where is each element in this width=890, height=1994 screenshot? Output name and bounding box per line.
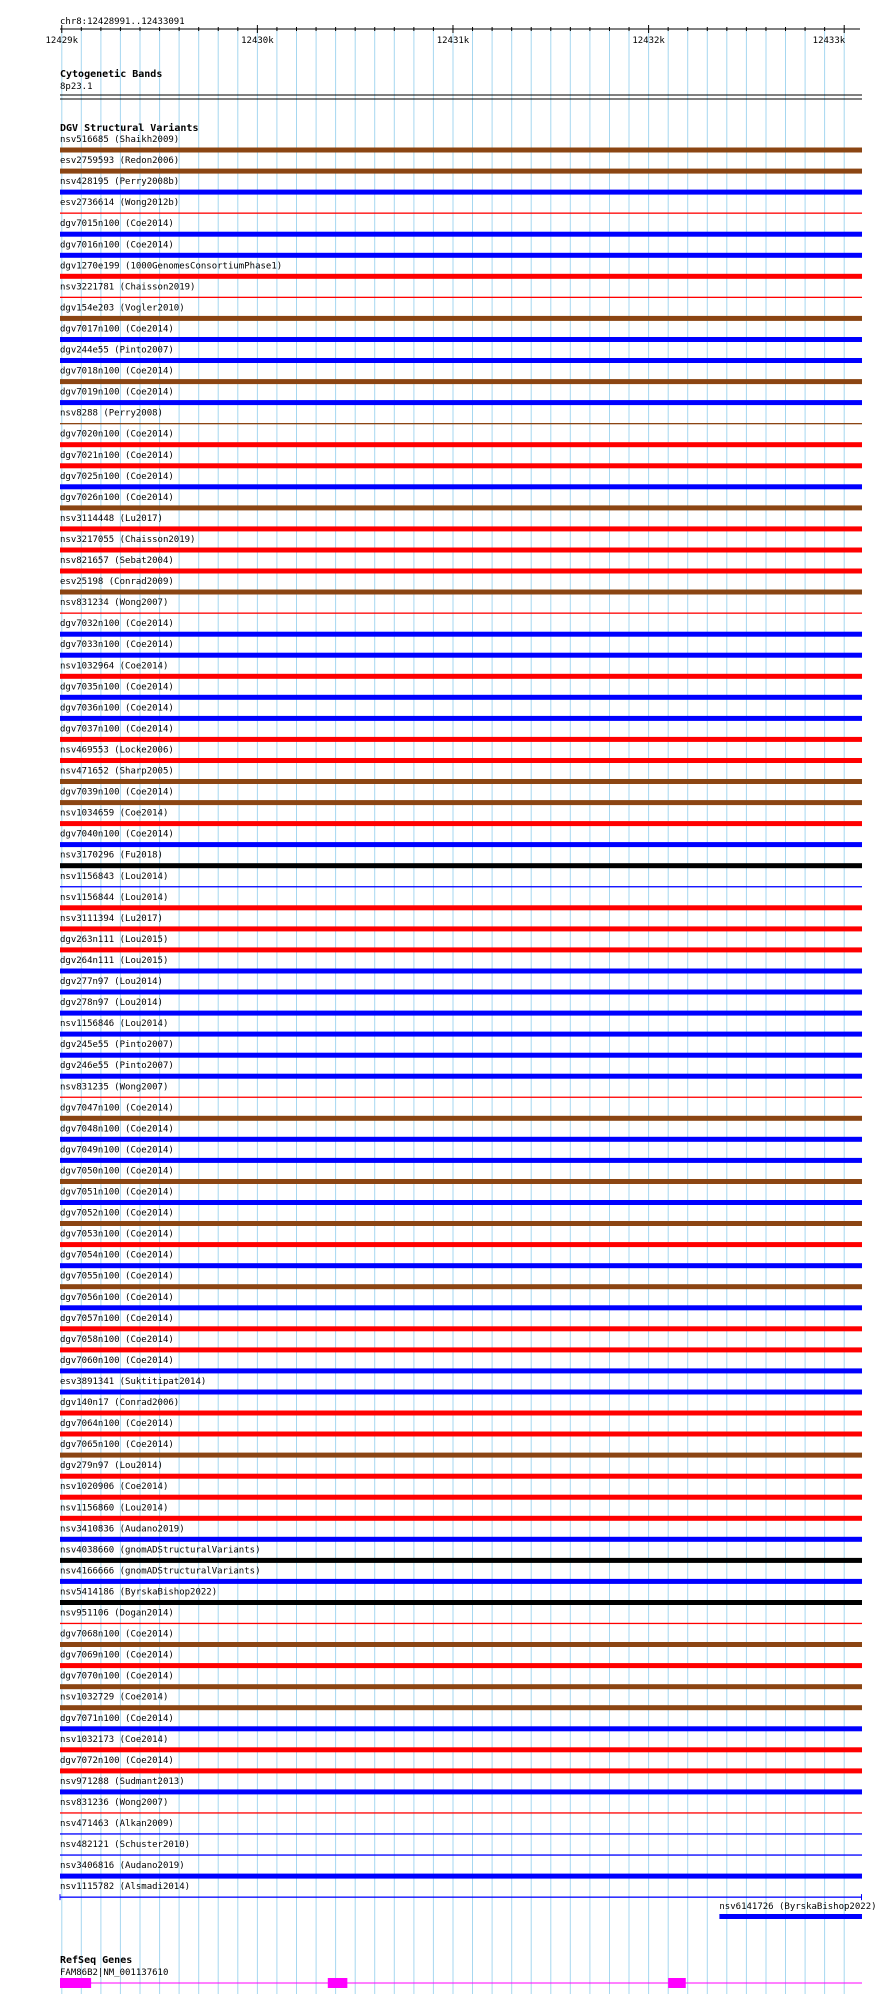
dgv-variant-row[interactable]	[60, 282, 862, 298]
dgv-variant-label: dgv7051n100 (Coe2014)	[60, 1187, 174, 1198]
dgv-variant-bar[interactable]	[60, 1242, 862, 1247]
dgv-variant-row[interactable]	[60, 303, 862, 321]
dgv-variant-bar[interactable]	[60, 484, 862, 489]
dgv-variant-label: nsv1156843 (Lou2014)	[60, 871, 169, 882]
dgv-variant-label: dgv7068n100 (Coe2014)	[60, 1629, 174, 1640]
dgv-variant-row[interactable]	[60, 1166, 862, 1184]
ruler-tick-label: 12432k	[632, 36, 665, 46]
dgv-variant-label: dgv277n97 (Lou2014)	[60, 977, 163, 987]
dgv-variant-bar[interactable]	[60, 1411, 862, 1416]
dgv-variant-bar[interactable]	[60, 737, 862, 742]
dgv-variant-label: dgv7016n100 (Coe2014)	[60, 240, 174, 251]
dgv-variant-label: esv2759593 (Redon2006)	[60, 156, 180, 167]
dgv-variant-row[interactable]	[60, 1714, 862, 1732]
dgv-variant-label: dgv7069n100 (Coe2014)	[60, 1650, 174, 1661]
dgv-variant-row[interactable]	[60, 1293, 862, 1311]
dgv-variant-row[interactable]	[60, 1230, 862, 1248]
dgv-variant-row[interactable]	[60, 1398, 862, 1416]
dgv-variant-bar[interactable]	[60, 1747, 862, 1752]
dgv-variant-row[interactable]	[60, 661, 862, 679]
dgv-variant-row[interactable]	[60, 1440, 862, 1458]
dgv-variant-bar[interactable]	[60, 148, 862, 153]
dgv-variant-row[interactable]	[60, 893, 862, 911]
dgv-variant-label: dgv7033n100 (Coe2014)	[60, 640, 174, 651]
dgv-variant-label: dgv7040n100 (Coe2014)	[60, 829, 174, 840]
dgv-variant-row[interactable]	[60, 998, 862, 1016]
dgv-variant-label: nsv8288 (Perry2008)	[60, 408, 163, 419]
dgv-variant-bar[interactable]	[60, 1874, 862, 1879]
dgv-variant-bar[interactable]	[60, 190, 862, 195]
dgv-variant-label: dgv7064n100 (Coe2014)	[60, 1419, 174, 1430]
dgv-variant-row[interactable]	[60, 1040, 862, 1058]
dgv-variant-label: dgv7032n100 (Coe2014)	[60, 619, 174, 630]
dgv-variant-bar[interactable]	[60, 695, 862, 700]
dgv-variant-label: dgv7035n100 (Coe2014)	[60, 682, 174, 693]
dgv-variant-label: nsv3170296 (Fu2018)	[60, 850, 163, 861]
dgv-variant-bar[interactable]	[60, 358, 862, 363]
dgv-variant-label: dgv154e203 (Vogler2010)	[60, 303, 185, 314]
dgv-variant-bar[interactable]	[60, 1495, 862, 1500]
ruler-tick-label: 12431k	[436, 36, 470, 46]
dgv-variant-bar[interactable]	[60, 213, 862, 214]
dgv-variant-bar[interactable]	[60, 1516, 862, 1521]
dgv-variant-label: dgv7053n100 (Coe2014)	[60, 1229, 174, 1240]
dgv-variant-label: nsv6141726 (ByrskaBishop2022)	[719, 1902, 877, 1912]
dgv-variant-bar[interactable]	[60, 169, 862, 174]
dgv-variant-row[interactable]	[60, 156, 862, 174]
dgv-variant-row[interactable]	[60, 640, 862, 658]
dgv-variant-bar[interactable]	[60, 274, 862, 279]
dgv-variant-row[interactable]	[60, 830, 862, 847]
dgv-variant-label: dgv7039n100 (Coe2014)	[60, 787, 174, 798]
dgv-variant-bar[interactable]	[60, 886, 862, 887]
dgv-variant-row[interactable]	[60, 1082, 862, 1098]
cyto-track-title: Cytogenetic Bands	[60, 69, 163, 80]
dgv-variant-label: nsv5414186 (ByrskaBishop2022)	[60, 1587, 218, 1598]
dgv-variant-bar[interactable]	[60, 1263, 862, 1268]
dgv-variant-bar[interactable]	[60, 1368, 862, 1373]
dgv-variant-label: dgv7050n100 (Coe2014)	[60, 1166, 174, 1177]
dgv-variant-row[interactable]	[60, 1777, 862, 1795]
dgv-variant-bar[interactable]	[60, 1897, 862, 1898]
dgv-variant-row[interactable]	[60, 1756, 862, 1774]
dgv-variant-label: dgv7048n100 (Coe2014)	[60, 1124, 174, 1135]
dgv-variant-row[interactable]	[60, 1651, 862, 1669]
dgv-variant-bar[interactable]	[60, 1642, 862, 1647]
dgv-variant-row[interactable]	[60, 240, 862, 258]
dgv-variant-list	[60, 135, 862, 1900]
dgv-variant-row[interactable]	[60, 1419, 862, 1436]
dgv-variant-bar[interactable]	[60, 548, 862, 553]
dgv-variant-label: dgv7019n100 (Coe2014)	[60, 387, 174, 398]
dgv-variant-bar[interactable]	[60, 253, 862, 258]
dgv-variant-bar[interactable]	[60, 842, 862, 847]
dgv-variant-row[interactable]	[60, 472, 862, 490]
dgv-variant-label: nsv1020906 (Coe2014)	[60, 1482, 169, 1493]
dgv-variant-label: nsv951106 (Dogan2014)	[60, 1608, 174, 1619]
dgv-variant-bar[interactable]	[60, 1623, 862, 1624]
dgv-variant-bar[interactable]	[60, 969, 862, 974]
ruler-tick-label: 12430k	[241, 36, 274, 46]
dgv-variant-bar[interactable]	[60, 1726, 862, 1731]
dgv-variant-row[interactable]	[60, 1145, 862, 1163]
dgv-variant-row[interactable]	[60, 135, 862, 153]
dgv-variant-row[interactable]	[60, 1609, 862, 1625]
dgv-variant-row[interactable]	[60, 1798, 862, 1814]
dgv-variant-bar[interactable]	[60, 1284, 862, 1289]
dgv-variant-row[interactable]	[60, 788, 862, 806]
dgv-variant-label: dgv7020n100 (Coe2014)	[60, 429, 174, 440]
dgv-variant-label: dgv140n17 (Conrad2006)	[60, 1398, 180, 1408]
dgv-variant-label: dgv7056n100 (Coe2014)	[60, 1292, 174, 1303]
dgv-variant-label: nsv831235 (Wong2007)	[60, 1082, 169, 1093]
dgv-variant-row[interactable]	[60, 767, 862, 785]
dgv-variant-row[interactable]	[60, 430, 862, 448]
dgv-variant-bar[interactable]	[60, 926, 862, 931]
dgv-variant-label: dgv245e55 (Pinto2007)	[60, 1040, 174, 1051]
dgv-variant-bar[interactable]	[60, 232, 862, 237]
dgv-variant-label: nsv482121 (Schuster2010)	[60, 1840, 191, 1851]
dgv-variant-label: nsv831234 (Wong2007)	[60, 598, 169, 609]
dgv-variant-label: nsv3410836 (Audano2019)	[60, 1524, 185, 1535]
dgv-variant-row[interactable]	[60, 198, 862, 214]
dgv-variant-label: dgv7071n100 (Coe2014)	[60, 1713, 174, 1724]
dgv-variant-row[interactable]	[60, 1861, 862, 1879]
dgv-variant-bar[interactable]	[60, 1453, 862, 1458]
dgv-variant-bar[interactable]	[60, 1558, 862, 1563]
dgv-variant-bar[interactable]	[60, 1812, 862, 1813]
dgv-variant-row[interactable]	[60, 745, 862, 763]
dgv-variant-label: nsv1156846 (Lou2014)	[60, 1019, 169, 1030]
dgv-variant-row[interactable]	[60, 1272, 862, 1290]
dgv-variant-row[interactable]	[60, 1356, 862, 1374]
dgv-variant-bar[interactable]	[60, 990, 862, 995]
dgv-variant-bar[interactable]	[60, 947, 862, 952]
dgv-variant-label: nsv971288 (Sudmant2013)	[60, 1776, 185, 1787]
dgv-variant-bar[interactable]	[60, 1326, 862, 1331]
dgv-variant-bar[interactable]	[60, 1179, 862, 1184]
dgv-variant-bar[interactable]	[60, 1137, 862, 1142]
dgv-variant-row[interactable]	[60, 1735, 862, 1753]
dgv-variant-row[interactable]	[60, 809, 862, 827]
dgv-variant-row[interactable]	[60, 682, 862, 700]
dgv-variant-bar[interactable]	[60, 800, 862, 805]
dgv-variant-row[interactable]	[60, 346, 862, 364]
dgv-variant-bar[interactable]	[60, 442, 862, 447]
dgv-variant-label: esv3891341 (Suktitipat2014)	[60, 1376, 207, 1387]
dgv-variant-bar[interactable]	[60, 905, 862, 910]
dgv-variant-row[interactable]	[60, 1840, 862, 1856]
dgv-variant-label: dgv7065n100 (Coe2014)	[60, 1440, 174, 1451]
dgv-variant-label: dgv1270e199 (1000GenomesConsortiumPhase1)	[60, 261, 283, 272]
dgv-variant-bar[interactable]	[60, 1053, 862, 1058]
refseq-gene-label: FAM86B2|NM_001137610	[60, 1968, 169, 1978]
dgv-variant-label: nsv4038660 (gnomADStructuralVariants)	[60, 1545, 261, 1556]
dgv-variant-row[interactable]	[60, 1461, 862, 1479]
dgv-variant-row[interactable]	[60, 1209, 862, 1226]
dgv-variant-label: nsv4166666 (gnomADStructuralVariants)	[60, 1566, 261, 1577]
dgv-variant-bar[interactable]	[60, 1663, 862, 1668]
dgv-track-title: DGV Structural Variants	[60, 123, 199, 134]
dgv-variant-label: nsv471652 (Sharp2005)	[60, 766, 174, 777]
dgv-variant-bar[interactable]	[60, 1684, 862, 1689]
dgv-variant-row[interactable]	[60, 1061, 862, 1079]
dgv-variant-label: nsv1032964 (Coe2014)	[60, 661, 169, 672]
dgv-variant-row[interactable]	[60, 703, 862, 721]
dgv-variant-row[interactable]	[60, 451, 862, 469]
dgv-variant-row[interactable]	[60, 514, 862, 532]
dgv-variant-bar[interactable]	[60, 1600, 862, 1605]
dgv-variant-row[interactable]	[60, 1630, 862, 1647]
dgv-variant-bar[interactable]	[60, 1032, 862, 1037]
dgv-variant-bar[interactable]	[60, 632, 862, 637]
dgv-variant-label: nsv831236 (Wong2007)	[60, 1797, 169, 1808]
dgv-variant-label: esv25198 (Conrad2009)	[60, 577, 174, 588]
dgv-variant-row[interactable]	[60, 367, 862, 385]
dgv-variant-row[interactable]	[60, 1672, 862, 1690]
dgv-variant-bar[interactable]	[60, 423, 862, 424]
dgv-variant-bar[interactable]	[60, 758, 862, 763]
dgv-variant-label: dgv7036n100 (Coe2014)	[60, 703, 174, 714]
dgv-variant-label: dgv264n111 (Lou2015)	[60, 955, 169, 966]
dgv-variant-bar[interactable]	[60, 1221, 862, 1226]
dgv-variant-row[interactable]	[60, 1587, 862, 1605]
dgv-variant-label: dgv246e55 (Pinto2007)	[60, 1061, 174, 1072]
dgv-variant-row[interactable]	[60, 261, 862, 279]
dgv-variant-row[interactable]	[60, 556, 862, 574]
ruler-tick-label: 12429k	[45, 36, 79, 46]
dgv-variant-bar[interactable]	[60, 337, 862, 342]
dgv-variant-row[interactable]	[60, 1566, 862, 1584]
dgv-variant-label: dgv7054n100 (Coe2014)	[60, 1250, 174, 1261]
dgv-variant-row[interactable]	[60, 324, 862, 342]
dgv-variant-label: dgv7070n100 (Coe2014)	[60, 1671, 174, 1682]
dgv-variant-label: dgv7057n100 (Coe2014)	[60, 1313, 174, 1324]
dgv-variant-label: nsv1156860 (Lou2014)	[60, 1503, 169, 1514]
dgv-variant-bar[interactable]	[60, 1474, 862, 1479]
ruler	[46, 25, 846, 46]
dgv-variant-label: dgv244e55 (Pinto2007)	[60, 345, 174, 356]
dgv-variant-row[interactable]	[60, 724, 862, 742]
dgv-variant-row[interactable]	[60, 1188, 862, 1206]
dgv-variant-label: dgv7058n100 (Coe2014)	[60, 1334, 174, 1345]
dgv-variant-row[interactable]	[60, 872, 862, 888]
dgv-variant-label: nsv471463 (Alkan2009)	[60, 1819, 174, 1829]
dgv-variant-bar[interactable]	[60, 1854, 862, 1855]
dgv-variant-bar[interactable]	[60, 297, 862, 298]
refseq-gene-model	[60, 1978, 862, 1988]
dgv-variant-row[interactable]	[60, 1314, 862, 1332]
dgv-variant-row[interactable]	[60, 1124, 862, 1141]
dgv-variant-row[interactable]	[60, 219, 862, 237]
dgv-variant-bar[interactable]	[719, 1914, 862, 1919]
gene-exon[interactable]	[328, 1978, 348, 1988]
dgv-variant-label: nsv3221781 (Chaisson2019)	[60, 282, 196, 293]
dgv-variant-bar[interactable]	[60, 779, 862, 784]
dgv-variant-bar[interactable]	[60, 316, 862, 321]
dgv-variant-bar[interactable]	[60, 1116, 862, 1121]
dgv-variant-row[interactable]	[60, 1482, 862, 1500]
dgv-variant-label: nsv821657 (Sebat2004)	[60, 556, 174, 566]
dgv-variant-row[interactable]	[60, 914, 862, 932]
dgv-variant-row[interactable]	[60, 535, 862, 553]
dgv-variant-label: nsv3217055 (Chaisson2019)	[60, 534, 196, 545]
dgv-variant-label: dgv7015n100 (Coe2014)	[60, 219, 174, 230]
dgv-variant-bar[interactable]	[60, 1200, 862, 1205]
dgv-variant-label: nsv1034659 (Coe2014)	[60, 808, 169, 819]
dgv-variant-bar[interactable]	[60, 569, 862, 574]
dgv-variant-bar[interactable]	[60, 526, 862, 531]
dgv-variant-bar[interactable]	[60, 821, 862, 826]
dgv-variant-row[interactable]	[60, 1251, 862, 1269]
dgv-variant-label: nsv1032173 (Coe2014)	[60, 1734, 169, 1745]
dgv-variant-bar[interactable]	[60, 653, 862, 658]
dgv-variant-row[interactable]	[60, 619, 862, 637]
dgv-variant-label: nsv1032729 (Coe2014)	[60, 1692, 169, 1703]
dgv-variant-label: nsv1156844 (Lou2014)	[60, 892, 169, 903]
dgv-variant-label: dgv7021n100 (Coe2014)	[60, 450, 174, 461]
ruler-tick-label: 12433k	[812, 36, 846, 46]
dgv-variant-label: dgv7060n100 (Coe2014)	[60, 1355, 174, 1366]
dgv-variant-row[interactable]	[60, 409, 862, 425]
dgv-variant-row[interactable]	[60, 851, 862, 869]
dgv-variant-row[interactable]	[60, 1377, 862, 1395]
dgv-variant-label: dgv7025n100 (Coe2014)	[60, 471, 174, 482]
dgv-variant-bar[interactable]	[60, 1097, 862, 1098]
dgv-variant-row[interactable]	[60, 1693, 862, 1711]
dgv-variant-label: dgv7037n100 (Coe2014)	[60, 724, 174, 735]
dgv-variant-bar[interactable]	[60, 1390, 862, 1395]
dgv-variant-bar[interactable]	[60, 1789, 862, 1794]
dgv-variant-bar[interactable]	[60, 1305, 862, 1310]
dgv-variant-bar[interactable]	[60, 1074, 862, 1079]
dgv-variant-label: esv2736614 (Wong2012b)	[60, 198, 180, 209]
dgv-variant-bar[interactable]	[60, 590, 862, 595]
dgv-variant-bar[interactable]	[60, 716, 862, 721]
dgv-variant-label: dgv7018n100 (Coe2014)	[60, 366, 174, 377]
dgv-variant-bar[interactable]	[60, 463, 862, 468]
dgv-variant-bar[interactable]	[60, 1705, 862, 1710]
dgv-extra-variant	[719, 1902, 876, 1919]
dgv-variant-bar[interactable]	[60, 379, 862, 384]
gene-exon[interactable]	[60, 1978, 91, 1988]
dgv-variant-label: dgv7047n100 (Coe2014)	[60, 1103, 174, 1114]
dgv-variant-bar[interactable]	[60, 1158, 862, 1163]
dgv-variant-label: nsv469553 (Locke2006)	[60, 745, 174, 756]
gene-exon[interactable]	[668, 1978, 686, 1988]
dgv-variant-label: nsv3111394 (Lu2017)	[60, 913, 163, 924]
dgv-variant-bar[interactable]	[60, 505, 862, 510]
dgv-variant-bar[interactable]	[60, 674, 862, 679]
cyto-band-label: 8p23.1	[60, 82, 93, 92]
dgv-variant-row[interactable]	[60, 1103, 862, 1121]
dgv-variant-label: dgv7052n100 (Coe2014)	[60, 1208, 174, 1219]
dgv-variant-row[interactable]	[60, 388, 862, 406]
dgv-variant-bar[interactable]	[60, 1011, 862, 1016]
dgv-variant-bar[interactable]	[60, 1579, 862, 1584]
dgv-variant-label: dgv7026n100 (Coe2014)	[60, 492, 174, 503]
dgv-variant-label: dgv278n97 (Lou2014)	[60, 998, 163, 1009]
dgv-variant-row[interactable]	[60, 956, 862, 974]
dgv-variant-label: nsv516685 (Shaikh2009)	[60, 135, 180, 145]
dgv-variant-row[interactable]	[60, 935, 862, 953]
dgv-variant-row[interactable]	[60, 598, 862, 614]
dgv-variant-label: dgv7072n100 (Coe2014)	[60, 1755, 174, 1766]
dgv-variant-bar[interactable]	[60, 1347, 862, 1352]
dgv-variant-label: nsv428195 (Perry2008b)	[60, 177, 180, 188]
dgv-variant-label: dgv7017n100 (Coe2014)	[60, 324, 174, 335]
dgv-variant-row[interactable]	[60, 1882, 862, 1900]
dgv-variant-bar[interactable]	[60, 1768, 862, 1773]
dgv-variant-label: dgv7049n100 (Coe2014)	[60, 1145, 174, 1156]
dgv-variant-row[interactable]	[60, 1019, 862, 1037]
dgv-variant-row[interactable]	[60, 1545, 862, 1563]
dgv-variant-label: dgv7055n100 (Coe2014)	[60, 1271, 174, 1282]
dgv-variant-row[interactable]	[60, 493, 862, 511]
dgv-variant-label: dgv279n97 (Lou2014)	[60, 1461, 163, 1472]
dgv-variant-bar[interactable]	[60, 1432, 862, 1437]
dgv-variant-label: dgv263n111 (Lou2015)	[60, 934, 169, 945]
dgv-variant-row[interactable]	[60, 1335, 862, 1353]
dgv-variant-label: nsv1115782 (Alsmadi2014)	[60, 1882, 191, 1893]
refseq-track-title: RefSeq Genes	[60, 1955, 133, 1966]
dgv-variant-bar[interactable]	[60, 613, 862, 614]
dgv-variant-row[interactable]	[60, 1524, 862, 1542]
location-label: chr8:12428991..12433091	[60, 17, 185, 27]
dgv-variant-row[interactable]	[60, 1819, 862, 1835]
dgv-variant-bar[interactable]	[60, 400, 862, 405]
dgv-variant-label: nsv3406816 (Audano2019)	[60, 1861, 185, 1872]
dgv-variant-row[interactable]	[60, 177, 862, 195]
dgv-variant-row[interactable]	[60, 977, 862, 995]
dgv-variant-row[interactable]	[60, 1503, 862, 1521]
dgv-variant-bar[interactable]	[60, 1537, 862, 1542]
dgv-variant-row[interactable]	[60, 577, 862, 594]
dgv-variant-label: nsv3114448 (Lu2017)	[60, 513, 163, 524]
dgv-variant-bar[interactable]	[60, 1833, 862, 1834]
dgv-variant-bar[interactable]	[60, 863, 862, 868]
